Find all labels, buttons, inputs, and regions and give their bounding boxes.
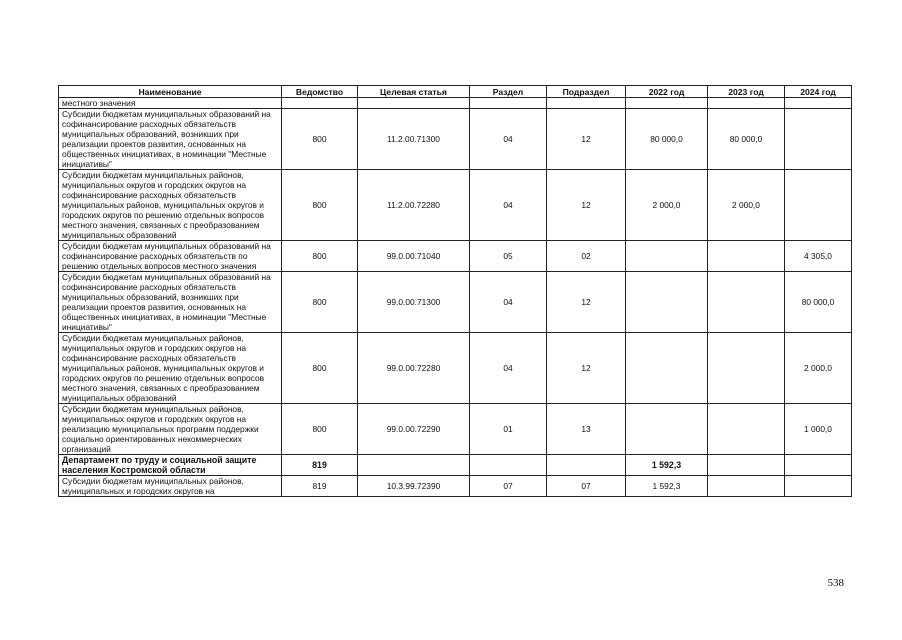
header-2022: 2022 год [626, 86, 708, 98]
table-header-row [59, 86, 852, 98]
cell-2022: 1 592,3 [626, 455, 708, 476]
cell-2024: 2 000,0 [785, 333, 852, 404]
budget-table [58, 85, 852, 497]
cell-target: 11.2.00.72280 [358, 170, 470, 241]
cell-2024 [785, 476, 852, 497]
cell-name: Департамент по труду и социальной защите населения Костромской области [59, 455, 282, 476]
cell-dept: 800 [282, 241, 358, 272]
table-row [59, 98, 852, 109]
cell-2022 [626, 98, 708, 109]
cell-subsection: 13 [547, 404, 626, 455]
cell-section [470, 98, 547, 109]
cell-2023 [708, 404, 785, 455]
cell-2023 [708, 455, 785, 476]
cell-2024: 1 000,0 [785, 404, 852, 455]
cell-target: 99.0.00.72290 [358, 404, 470, 455]
cell-2022: 1 592,3 [626, 476, 708, 497]
cell-target: 11.2.00.71300 [358, 109, 470, 170]
header-target: Целевая статья [358, 86, 470, 98]
cell-2022: 80 000,0 [626, 109, 708, 170]
cell-subsection: 12 [547, 170, 626, 241]
table-row [59, 272, 852, 333]
header-subsection: Подраздел [547, 86, 626, 98]
cell-2023: 2 000,0 [708, 170, 785, 241]
cell-name: Субсидии бюджетам муниципальных районов, муниципальных округов и городских округов на реализацию муниципальных программ поддержки социально ориентированных некоммерческих организаций [59, 404, 282, 455]
cell-section: 04 [470, 333, 547, 404]
cell-subsection: 12 [547, 333, 626, 404]
cell-target: 99.0.00.71300 [358, 272, 470, 333]
cell-2024 [785, 98, 852, 109]
cell-dept [282, 98, 358, 109]
cell-target: 99.0.00.71040 [358, 241, 470, 272]
cell-target: 10.3.99.72390 [358, 476, 470, 497]
cell-2022 [626, 333, 708, 404]
department-row [59, 455, 852, 476]
header-name: Наименование [59, 86, 282, 98]
header-dept: Ведомство [282, 86, 358, 98]
cell-subsection: 07 [547, 476, 626, 497]
table-row [59, 241, 852, 272]
cell-2024: 80 000,0 [785, 272, 852, 333]
cell-section: 01 [470, 404, 547, 455]
cell-subsection: 12 [547, 272, 626, 333]
cell-name: Субсидии бюджетам муниципальных образований на софинансирование расходных обязательств муниципальных образований, возникших при реализации проектов развития, основанных на общественных инициативах, в номинации "Местные инициативы" [59, 109, 282, 170]
cell-name: Субсидии бюджетам муниципальных районов, муниципальных и городских округов на [59, 476, 282, 497]
cell-name: Субсидии бюджетам муниципальных образований на софинансирование расходных обязательств муниципальных образований, возникших при реализации проектов развития, основанных на общественных инициативах, в номинации "Местные инициативы" [59, 272, 282, 333]
cell-2023 [708, 333, 785, 404]
cell-2023 [708, 98, 785, 109]
table-row [59, 333, 852, 404]
cell-name: Субсидии бюджетам муниципальных районов, муниципальных округов и городских округов на софинансирование расходных обязательств муниципальных районов, муниципальных округов и городских округов по решению отдельных вопросов местного значения, связанных с преобразованием муниципальных образований [59, 170, 282, 241]
cell-2023 [708, 476, 785, 497]
cell-2024 [785, 109, 852, 170]
cell-2024: 4 305,0 [785, 241, 852, 272]
cell-subsection [547, 98, 626, 109]
cell-subsection: 02 [547, 241, 626, 272]
cell-2022 [626, 272, 708, 333]
cell-dept: 800 [282, 272, 358, 333]
header-section: Раздел [470, 86, 547, 98]
table-row [59, 170, 852, 241]
cell-section: 07 [470, 476, 547, 497]
cell-section: 04 [470, 170, 547, 241]
cell-2023: 80 000,0 [708, 109, 785, 170]
cell-dept: 819 [282, 476, 358, 497]
cell-subsection: 12 [547, 109, 626, 170]
cell-2024 [785, 170, 852, 241]
cell-2024 [785, 455, 852, 476]
table-row [59, 476, 852, 497]
page-number: 538 [827, 577, 844, 589]
header-2024: 2024 год [785, 86, 852, 98]
cell-dept: 800 [282, 170, 358, 241]
cell-dept: 819 [282, 455, 358, 476]
cell-2023 [708, 272, 785, 333]
cell-subsection [547, 455, 626, 476]
cell-section [470, 455, 547, 476]
cell-2022 [626, 404, 708, 455]
cell-target [358, 98, 470, 109]
cell-2022: 2 000,0 [626, 170, 708, 241]
cell-section: 04 [470, 272, 547, 333]
cell-name: Субсидии бюджетам муниципальных районов, муниципальных округов и городских округов на софинансирование расходных обязательств муниципальных районов, муниципальных округов и городских округов по решению отдельных вопросов местного значения, связанных с преобразованием муниципальных образований [59, 333, 282, 404]
cell-dept: 800 [282, 333, 358, 404]
table-row [59, 109, 852, 170]
cell-2022 [626, 241, 708, 272]
cell-dept: 800 [282, 109, 358, 170]
table-row [59, 404, 852, 455]
cell-target [358, 455, 470, 476]
header-2023: 2023 год [708, 86, 785, 98]
cell-2023 [708, 241, 785, 272]
cell-name: местного значения [59, 98, 282, 109]
cell-section: 05 [470, 241, 547, 272]
cell-name: Субсидии бюджетам муниципальных образований на софинансирование расходных обязательств по решению отдельных вопросов местного значения [59, 241, 282, 272]
cell-dept: 800 [282, 404, 358, 455]
cell-section: 04 [470, 109, 547, 170]
cell-target: 99.0.00.72280 [358, 333, 470, 404]
